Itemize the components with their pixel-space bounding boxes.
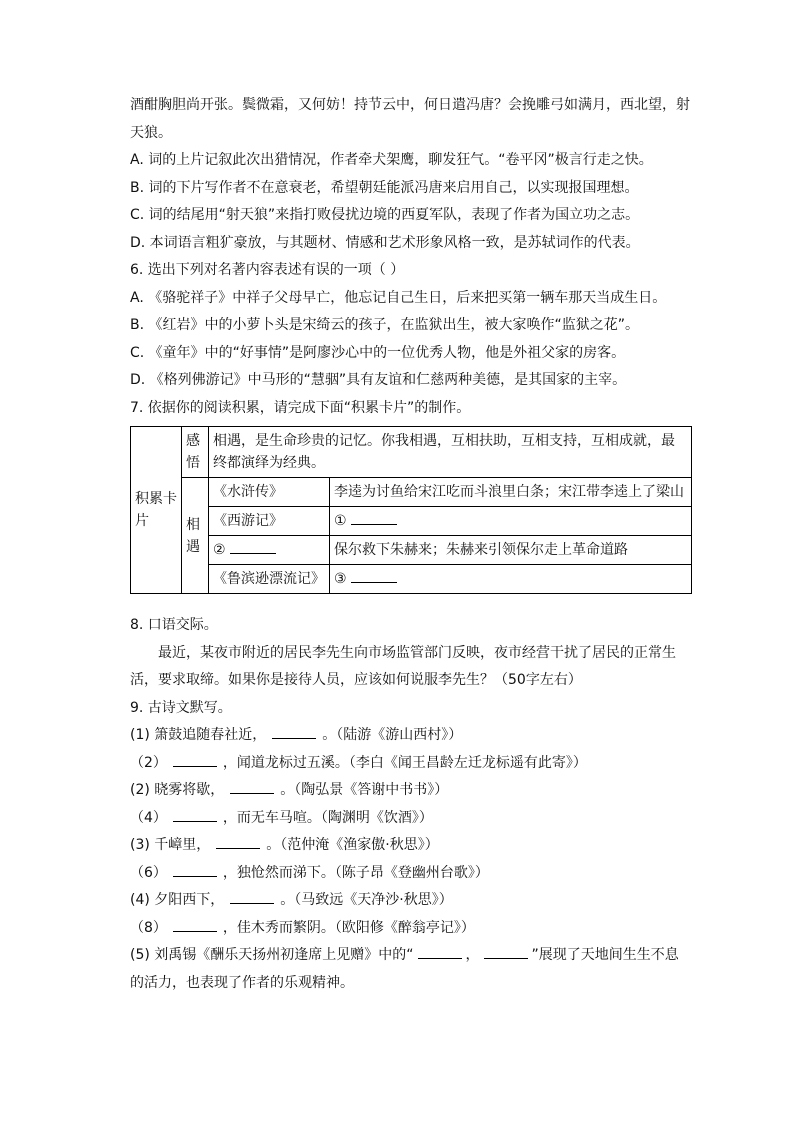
feel-text-cell (209, 427, 692, 478)
book-title: 《鲁滨逊漂流记》 (213, 571, 325, 587)
q6-option-a: A. 《骆驼祥子》中祥子父母早亡，他忘记自己生日，后来把买第一辆车那天当成生日。 (130, 289, 667, 306)
card-row-book (209, 478, 330, 507)
poem-prefix: (2) 晓雾将歇， (130, 782, 225, 798)
question-6: 6. 选出下列对名著内容表述有误的一项（ ） (130, 262, 405, 278)
poem-prefix: (3) 千嶂里， (130, 837, 211, 853)
option-b: B. 词的下片写作者不在意衰老，希望朝廷能派冯唐来启用自己，以实现报国理想。 (130, 179, 639, 196)
page-content (130, 92, 700, 997)
poem-prefix: （6） (130, 864, 167, 881)
card-row-book (209, 565, 330, 594)
blank-marker: ② (213, 542, 226, 558)
poem-prefix: (1) 箫鼓追随春社近， (130, 727, 267, 743)
meet-label-cell (182, 478, 209, 594)
card-row-content (330, 507, 692, 536)
meet-label: 相遇 (186, 516, 200, 555)
card-row-book (209, 536, 330, 565)
answer-blank[interactable] (173, 862, 217, 877)
poem-text: ”展现了天地间生生不息 (531, 947, 679, 963)
poem-prefix: (4) 夕阳西下， (130, 892, 225, 908)
answer-blank[interactable] (351, 510, 397, 525)
poem-item (130, 887, 700, 915)
blank-marker: ③ (334, 571, 347, 587)
poem-suffix: 。（陶弘景《答谢中书书》） (280, 782, 449, 798)
answer-blank[interactable] (173, 917, 217, 932)
book-title: 《西游记》 (213, 513, 283, 529)
poem-item (130, 860, 700, 888)
card-title: 积累卡片 (135, 491, 177, 529)
poem-item (130, 777, 700, 805)
feel-text: 相遇，是生命珍贵的记忆。你我相遇，互相扶助，互相支持，互相成就，最终都演绎为经典。 (213, 433, 675, 471)
feel-label-cell (182, 427, 209, 478)
poem-suffix: 。（陆游《游山西村》） (322, 727, 463, 743)
poem-item-5 (130, 942, 700, 970)
card-row-book (209, 507, 330, 536)
question-9: 9. 古诗文默写。 (130, 699, 232, 716)
option-d: D. 本词语言粗犷豪放，与其题材、情感和艺术形象风格一致，是苏轼词作的代表。 (130, 234, 640, 251)
answer-blank[interactable] (351, 568, 397, 583)
answer-blank[interactable] (216, 834, 260, 849)
row-content: 保尔救下朱赫来；朱赫来引领保尔走上革命道路 (334, 542, 628, 558)
poem-text: (5) 刘禹锡《酬乐天扬州初逢席上见赠》中的“ (130, 947, 414, 963)
poem-item-5-continued: 的活力，也表现了作者的乐观精神。 (130, 974, 354, 991)
q6-option-d: D. 《格列佛游记》中马形的“慧骃”具有友谊和仁慈两种美德，是其国家的主宰。 (130, 372, 627, 388)
answer-blank[interactable] (230, 539, 276, 554)
poem-item (130, 722, 700, 750)
answer-blank[interactable] (173, 807, 217, 822)
card-title-cell (131, 427, 182, 594)
answer-blank[interactable] (484, 944, 528, 959)
poem-prefix: （8） (130, 919, 167, 936)
option-a: A. 词的上片记叙此次出猎情况，作者牵犬架鹰，聊发狂气。“卷平冈”极言行走之快。 (130, 152, 653, 168)
poem-suffix: ，而无车马喧。（陶渊明《饮酒》） (222, 809, 433, 826)
book-title: 《水浒传》 (213, 484, 283, 500)
row-content: 李逵为讨鱼给宋江吃而斗浪里白条；宋江带李逵上了梁山 (334, 484, 684, 500)
question-7: 7. 依据你的阅读积累，请完成下面“积累卡片”的制作。 (130, 399, 471, 416)
feel-label: 感悟 (186, 433, 200, 471)
answer-blank[interactable] (418, 944, 462, 959)
question-8: 8. 口语交际。 (130, 617, 218, 633)
poem-text-line-1: 酒酣胸胆尚开张。鬓微霜，又何妨！持节云中，何日遣冯唐？会挽雕弓如满月，西北望，射 (130, 97, 690, 113)
poem-suffix: ，闻道龙标过五溪。（李白《闻王昌龄左迁龙标遥有此寄》） (222, 754, 587, 771)
poem-prefix: （4） (130, 809, 167, 826)
poem-item (130, 750, 700, 778)
poem-suffix: ，佳木秀而繁阴。（欧阳修《醉翁亭记》） (222, 919, 475, 936)
question-8-text: 最近，某夜市附近的居民李先生向市场监管部门反映，夜市经营干扰了居民的正常生活，要求取缔。如果你是接待人员，应该如何说服李先生？（50字左右） (130, 644, 676, 688)
accumulation-card-table (130, 426, 692, 594)
answer-blank[interactable] (230, 889, 274, 904)
answer-blank[interactable] (230, 779, 274, 794)
card-row-content (330, 478, 692, 507)
poem-suffix: ，独怆然而涕下。（陈子昂《登幽州台歌》） (222, 864, 489, 881)
poem-prefix: （2） (130, 754, 167, 771)
q6-option-c: C. 《童年》中的“好事情”是阿廖沙心中的一位优秀人物，他是外祖父家的房客。 (130, 344, 626, 361)
q6-option-b: B. 《红岩》中的小萝卜头是宋绮云的孩子，在监狱出生，被大家唤作“监狱之花”。 (130, 317, 640, 333)
card-row-content (330, 565, 692, 594)
poem-item (130, 832, 700, 860)
answer-blank[interactable] (272, 724, 316, 739)
poem-text: ， (465, 947, 480, 963)
poem-item (130, 805, 700, 833)
poem-suffix: 。（马致远《天净沙·秋思》） (280, 892, 453, 908)
answer-blank[interactable] (173, 752, 217, 767)
poem-suffix: 。（范仲淹《渔家傲·秋思》） (266, 837, 439, 853)
option-c: C. 词的结尾用“射天狼”来指打败侵扰边境的西夏军队，表现了作者为国立功之志。 (130, 207, 640, 223)
card-row-content (330, 536, 692, 565)
poem-text-line-2: 天狼。 (130, 124, 172, 141)
poem-item (130, 915, 700, 943)
blank-marker: ① (334, 513, 347, 529)
